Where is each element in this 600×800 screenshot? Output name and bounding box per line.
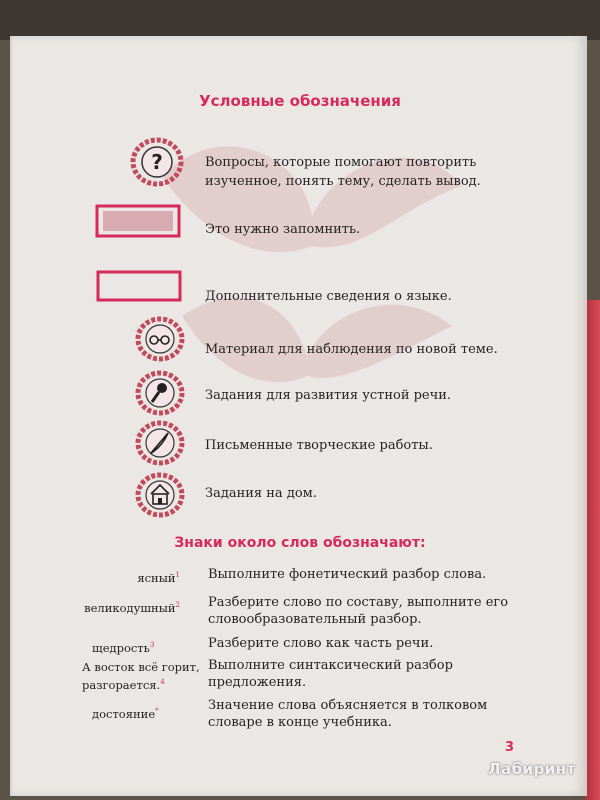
remember-frame-icon bbox=[95, 204, 181, 238]
legend-text-homework: Задания на дом. bbox=[205, 486, 317, 501]
sign-desc-3: Разберите слово как часть речи. bbox=[208, 636, 434, 651]
question-icon bbox=[130, 136, 184, 188]
sign-word-3: щедрость$^3$ bbox=[92, 640, 155, 655]
legend-text-info: Дополнительные сведения о языке. bbox=[205, 289, 452, 304]
sign-desc-2: Разберите слово по составу, выполните его словообразовательный разбор. bbox=[208, 595, 509, 627]
info-frame-icon bbox=[96, 270, 182, 302]
legend-text-questions: Вопросы, которые помогают повторить изученное, понять тему, сделать вывод. bbox=[205, 155, 481, 189]
svg-text:?: ? bbox=[151, 150, 163, 174]
sign-desc-1: Выполните фонетический разбор слова. bbox=[208, 567, 487, 582]
background-top bbox=[0, 0, 600, 40]
legend-text-observation: Материал для наблюдения по новой теме. bbox=[205, 342, 498, 357]
legend-text-remember: Это нужно запомнить. bbox=[205, 222, 361, 237]
sign-desc-4: Выполните синтаксический разбор предложения. bbox=[208, 658, 453, 690]
signs-heading: Знаки около слов обозначают: bbox=[174, 535, 426, 551]
legend-text-creative-writing: Письменные творческие работы. bbox=[205, 438, 433, 453]
glasses-icon bbox=[135, 316, 185, 362]
labirint-watermark-logo: Лабиринт bbox=[488, 760, 576, 778]
sign-word-5: достояние* bbox=[92, 706, 159, 721]
microphone-icon bbox=[135, 370, 185, 416]
legend-text-oral-speech: Задания для развития устной речи. bbox=[205, 388, 452, 403]
page-number: 3 bbox=[505, 740, 515, 755]
quill-icon bbox=[135, 420, 185, 466]
sign-desc-5: Значение слова объясняется в толковом словаре в конце учебника. bbox=[208, 698, 488, 730]
sign-word-4: А восток всё горит, разгорается.$^4$ bbox=[82, 660, 200, 692]
sign-word-2: великодушный$^2$ bbox=[84, 600, 180, 615]
page-title: Условные обозначения bbox=[199, 92, 401, 110]
house-icon bbox=[135, 472, 185, 518]
sign-word-1: ясный$^1$ bbox=[137, 570, 180, 585]
